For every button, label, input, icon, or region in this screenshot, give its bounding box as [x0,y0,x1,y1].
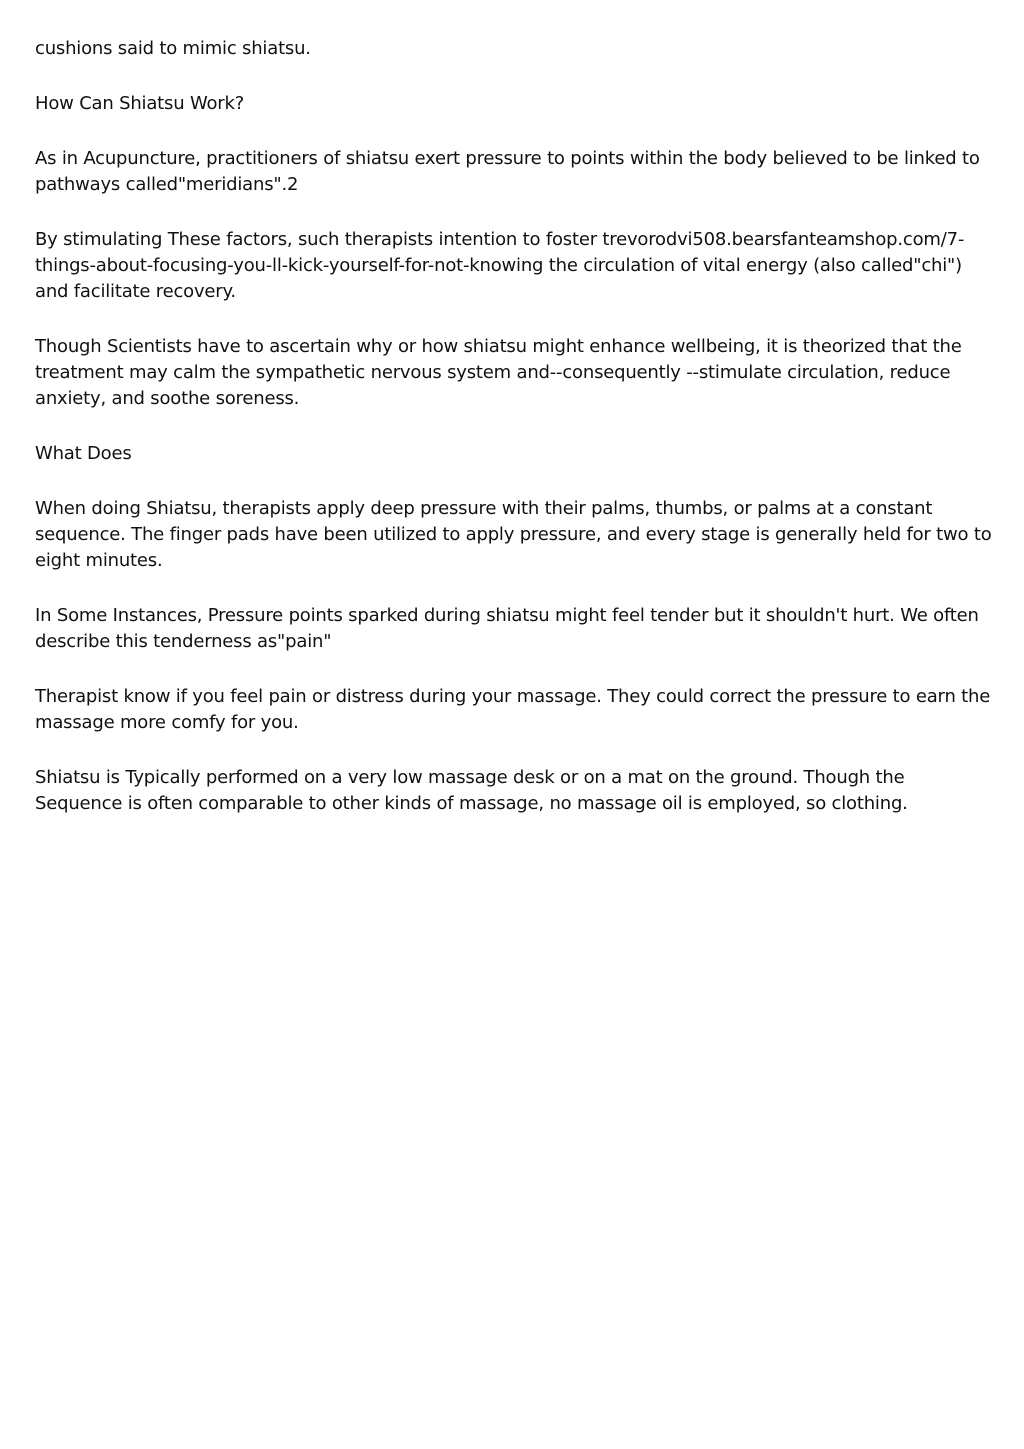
paragraph-acupuncture: As in Acupuncture, practitioners of shiatsu exert pressure to points within the body believed to be linked to pathways called"meridians".2 [35,148,980,195]
heading-what-does: What Does [35,443,132,464]
paragraph-tenderness: In Some Instances, Pressure points sparked during shiatsu might feel tender but it shouldn't hurt. We often describe this tenderness as"pain" [35,605,979,652]
paragraph-deep-pressure: When doing Shiatsu, therapists apply deep pressure with their palms, thumbs, or palms at a constant sequence. The finger pads have been utilized to apply pressure, and every stage is generally held for two to eight minutes. [35,498,992,571]
paragraph-intro-fragment: cushions said to mimic shiatsu. [35,38,311,59]
paragraph-stimulating: By stimulating These factors, such therapists intention to foster trevorodvi508.bearsfanteamshop.com/7-things-about-focusing-you-ll-kick-yourself-for-not-knowing the circulation of vital energy (also called"chi") and facilitate recovery. [35,229,965,302]
document-page [35,36,995,846]
paragraph-scientists: Though Scientists have to ascertain why or how shiatsu might enhance wellbeing, it is theorized that the treatment may calm the sympathetic nervous system and--consequently --stimulate circulation, reduce anxiety, and soothe soreness. [35,336,962,409]
paragraph-low-massage-desk: Shiatsu is Typically performed on a very low massage desk or on a mat on the ground. Though the Sequence is often comparable to other kinds of massage, no massage oil is employed, so clothing. [35,767,908,814]
paragraph-therapist-pain: Therapist know if you feel pain or distress during your massage. They could correct the pressure to earn the massage more comfy for you. [35,686,991,733]
heading-how-can-shiatsu-work: How Can Shiatsu Work? [35,93,245,114]
